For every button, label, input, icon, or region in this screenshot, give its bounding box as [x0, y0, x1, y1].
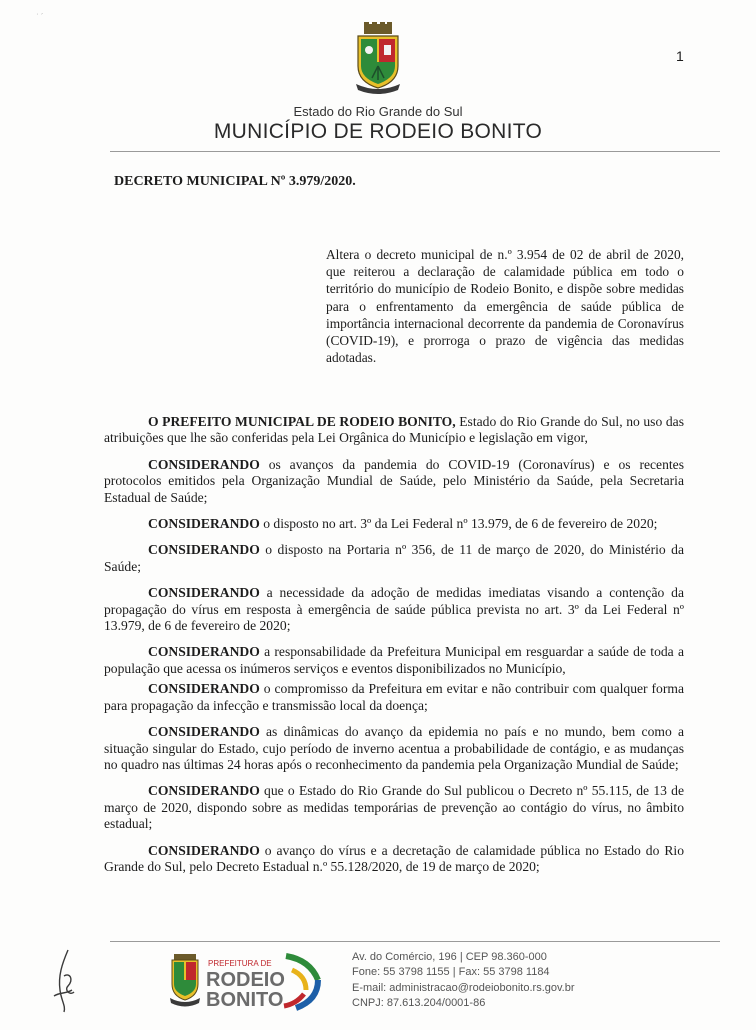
decree-body	[104, 414, 684, 885]
logo-line-2: RODEIO	[206, 969, 285, 991]
decree-summary: Altera o decreto municipal de n.º 3.954 de 02 de abril de 2020, que reiterou a declaração de calamidade pública em todo o território do município de Rodeio Bonito, e dispõe sobre medidas para o enfrentamento da emergência de saúde pública de importância internacional decorrente da pandemia de Coronavírus (COVID-19), e prorroga o prazo de vigência das medidas adotadas.	[326, 247, 684, 366]
considerando-paragraph	[104, 585, 684, 634]
paragraph-lead: CONSIDERANDO	[148, 681, 260, 697]
preamble-paragraph	[104, 414, 684, 447]
footer-phone: Fone: 55 3798 1155 | Fax: 55 3798 1184	[352, 966, 550, 979]
paragraph-lead: CONSIDERANDO	[148, 724, 260, 740]
prefeitura-logo	[168, 950, 328, 1012]
municipality-name: MUNICÍPIO DE RODEIO BONITO	[213, 120, 543, 143]
considerando-paragraph	[104, 516, 684, 532]
paragraph-lead: CONSIDERANDO	[148, 542, 260, 558]
paragraph-text: o compromisso da Prefeitura em evitar e não contribuir com qualquer forma para propagação da infecção e transmissão local da doença;	[104, 681, 684, 713]
page-number: 1	[676, 48, 684, 64]
considerando-paragraph	[104, 843, 684, 876]
footer-cnpj: CNPJ: 87.613.204/0001-86	[352, 997, 486, 1010]
header-divider	[110, 151, 720, 152]
paragraph-lead: CONSIDERANDO	[148, 516, 260, 532]
footer-contact-block	[352, 950, 575, 1012]
handwritten-signature-icon	[44, 946, 86, 1016]
paragraph-lead: CONSIDERANDO	[148, 644, 260, 660]
considerando-paragraph	[104, 783, 684, 832]
logo-line-3: BONITO	[206, 989, 284, 1011]
paragraph-lead: CONSIDERANDO	[148, 456, 260, 472]
paragraph-text: o disposto no art. 3º da Lei Federal nº 13.979, de 6 de fevereiro de 2020;	[259, 516, 658, 532]
paragraph-text: a responsabilidade da Prefeitura Municipal em resguardar a saúde de toda a população que acessa os inúmeros serviços e eventos disponibilizados no Município,	[104, 644, 684, 676]
footer-email[interactable]: E-mail: administracao@rodeiobonito.rs.gov.br	[352, 981, 575, 994]
considerando-paragraph	[104, 644, 684, 677]
paragraph-text: Estado do Rio Grande do Sul, no uso das atribuições que lhe são conferidas pela Lei Orgânica do Município e legislação em vigor,	[104, 414, 684, 446]
scan-mark: ˙ ˊ	[36, 12, 44, 21]
paragraph-lead: CONSIDERANDO	[148, 585, 260, 601]
paragraph-text: o avanço do vírus e a decretação de calamidade pública no Estado do Rio Grande do Sul, pelo Decreto Estadual n.º 55.128/2020, de 19 de março de 2020;	[104, 842, 684, 874]
paragraph-lead: CONSIDERANDO	[148, 783, 260, 799]
paragraph-text: a necessidade da adoção de medidas imediatas visando a contenção da propagação do vírus em resposta à emergência de saúde pública prevista no art. 3º da Lei Federal nº 13.979, de 6 de fevereiro de 2020;	[104, 585, 684, 634]
paragraph-text: os avanços da pandemia do COVID-19 (Coronavírus) e os recentes protocolos emitidos pela Organização Mundial de Saúde, pelo Ministério da Saúde, pela Secretaria Estadual de Saúde;	[104, 456, 684, 505]
paragraph-text: que o Estado do Rio Grande do Sul publicou o Decreto nº 55.115, de 13 de março de 2020, dispondo sobre as medidas temporárias de prevenção ao contágio do vírus, no âmbito estadual;	[104, 783, 684, 832]
considerando-paragraph	[104, 457, 684, 506]
decree-title: DECRETO MUNICIPAL Nº 3.979/2020.	[114, 174, 356, 189]
paragraph-lead: CONSIDERANDO	[148, 842, 260, 858]
considerando-paragraph	[104, 681, 684, 714]
logo-line-1: PREFEITURA DE	[208, 959, 272, 968]
footer-divider	[110, 941, 720, 942]
paragraph-text: o disposto na Portaria nº 356, de 11 de março de 2020, do Ministério da Saúde;	[104, 542, 684, 574]
state-name: Estado do Rio Grande do Sul	[293, 104, 463, 119]
footer-address: Av. do Comércio, 196 | CEP 98.360-000	[352, 951, 547, 963]
municipal-coat-of-arms-icon	[352, 22, 404, 94]
paragraph-text: as dinâmicas do avanço da epidemia no país e no mundo, bem como a situação singular do Estado, cujo período de inverno acentua a probabilidade de contágio, e as mudanças no quadro nas últimas 24 horas após o reconhecimento da pandemia pela Organização Mundial de Saúde;	[104, 724, 684, 772]
considerando-paragraph	[104, 542, 684, 575]
considerando-paragraph	[104, 724, 684, 773]
paragraph-lead: O PREFEITO MUNICIPAL DE RODEIO BONITO,	[148, 414, 456, 429]
